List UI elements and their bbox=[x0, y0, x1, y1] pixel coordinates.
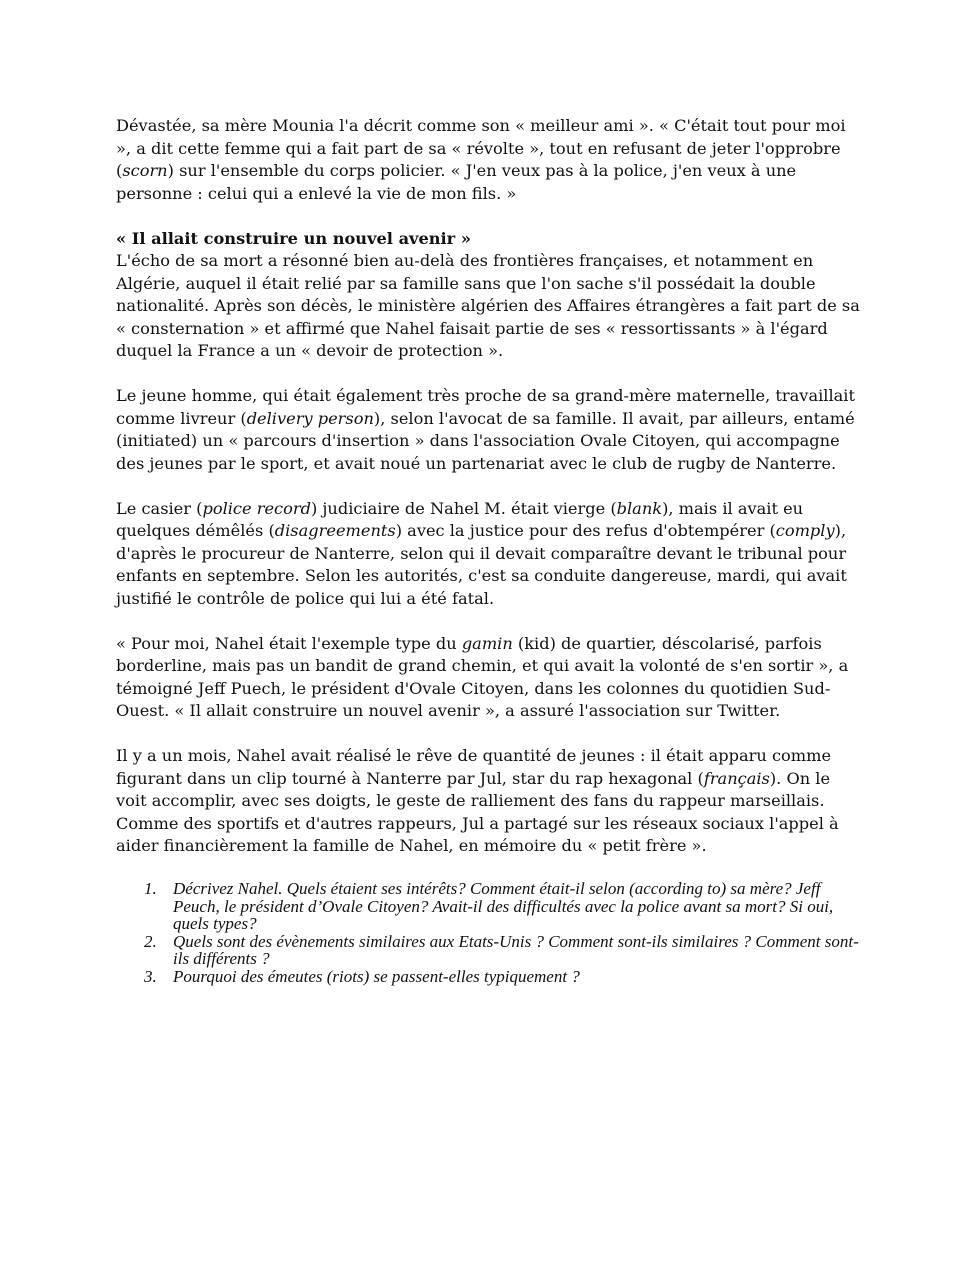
question-item bbox=[116, 968, 864, 986]
section-heading: « Il allait construire un nouvel avenir » bbox=[116, 228, 471, 248]
paragraph-algeria: L'écho de sa mort a résonné bien au-delà des frontières françaises, et notamment en Algérie, auquel il était relié par sa famille sans que l'on sache s'il possédait la double nationalité. Après son décès, le ministère algérien des Affaires étrangères a fait part de sa « consternation » et affirmé que Nahel faisait partie de ses « ressortissants » à l'égard duquel la France a un « devoir de protection ». bbox=[116, 251, 860, 360]
question-text: Quels sont des évènements similaires aux Etats-Unis ? Comment sont-ils similaires ? Comment sont-ils différents ? bbox=[173, 931, 859, 968]
paragraph-jul-clip: Il y a un mois, Nahel avait réalisé le rêve de quantité de jeunes : il était apparu comme figurant dans un clip tourné à Nanterre par Jul, star du rap hexagonal (français). On le voit accomplir, avec ses doigts, le geste de ralliement des fans du rappeur marseillais. Comme des sportifs et d'autres rappeurs, Jul a partagé sur les réseaux sociaux l'appel à aider financièrement la famille de Nahel, en mémoire du « petit frère ». bbox=[116, 746, 839, 855]
paragraph-mother-quote: Dévastée, sa mère Mounia l'a décrit comme son « meilleur ami ». « C'était tout pour moi », a dit cette femme qui a fait part de sa « révolte », tout en refusant de jeter l'opprobre (scorn) sur l'ensemble du corps policier. « J'en veux pas à la police, j'en veux à une personne : celui qui a enlevé la vie de mon fils. » bbox=[116, 116, 846, 203]
questions-list bbox=[116, 880, 864, 985]
question-number: 2. bbox=[144, 931, 157, 951]
question-item bbox=[116, 933, 864, 968]
translation-gloss: blank bbox=[616, 498, 663, 518]
question-text: Décrivez Nahel. Quels étaient ses intérêts? Comment était-il selon (according to) sa mère? Jeff Peuch, le président d’Ovale Citoyen? Avait-il des difficultés avec la police avant sa mort? Si oui, quels types? bbox=[173, 879, 834, 933]
paragraph-jeff-puech: « Pour moi, Nahel était l'exemple type du gamin (kid) de quartier, déscolarisé, parfois borderline, mais pas un bandit de grand chemin, et qui avait la volonté de s'en sortir », a témoigné Jeff Puech, le président d'Ovale Citoyen, dans les colonnes du quotidien Sud-Ouest. « Il allait construire un nouvel avenir », a assuré l'association sur Twitter. bbox=[116, 633, 849, 720]
question-text: Pourquoi des émeutes (riots) se passent-elles typiquement ? bbox=[173, 966, 580, 986]
translation-gloss: scorn bbox=[122, 161, 168, 180]
translation-gloss: gamin bbox=[461, 633, 513, 653]
paragraph-police-record: Le casier (police record) judiciaire de Nahel M. était vierge (blank), mais il avait eu quelques démêlés (disagreements) avec la justice pour des refus d'obtempérer (comply), d'après le procureur de Nanterre, selon qui il devait comparaître devant le tribunal pour enfants en septembre. Selon les autorités, c'est sa conduite dangereuse, mardi, qui avait justifié le contrôle de police qui lui a été fatal. bbox=[116, 498, 847, 608]
translation-gloss: français bbox=[703, 768, 770, 788]
translation-gloss: comply bbox=[775, 521, 835, 540]
translation-gloss: delivery person bbox=[246, 408, 374, 428]
translation-gloss: police record bbox=[202, 498, 311, 518]
question-number: 1. bbox=[144, 879, 157, 898]
question-item bbox=[116, 880, 864, 933]
question-number: 3. bbox=[144, 966, 157, 986]
paragraph-young-man: Le jeune homme, qui était également très proche de sa grand-mère maternelle, travaillait comme livreur (delivery person), selon l'avocat de sa famille. Il avait, par ailleurs, entamé (initiated) un « parcours d'insertion » dans l'association Ovale Citoyen, qui accompagne des jeunes par le sport, et avait noué un partenariat avec le club de rugby de Nanterre. bbox=[116, 386, 855, 473]
document-page bbox=[116, 115, 864, 985]
translation-gloss: disagreements bbox=[274, 521, 396, 540]
